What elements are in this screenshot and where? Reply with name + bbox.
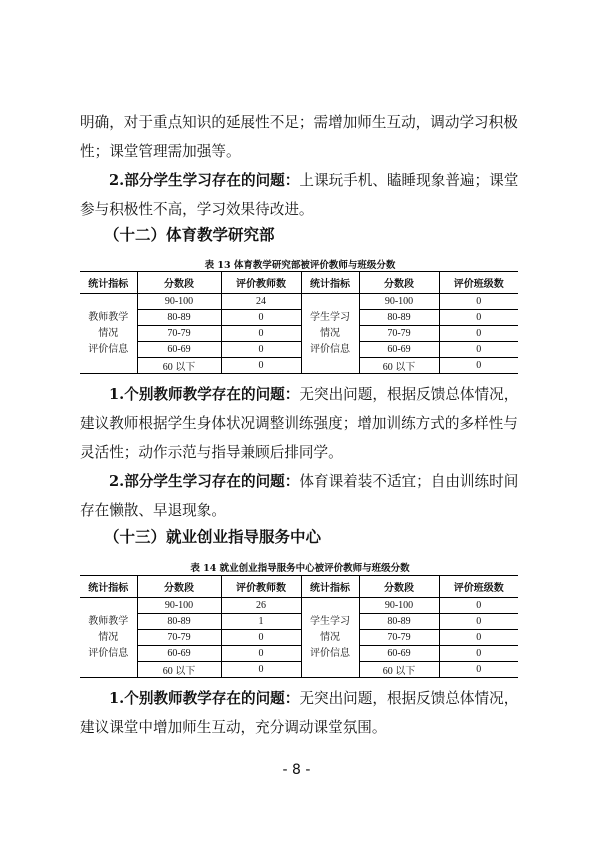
header-cell: 评价教师数 xyxy=(221,272,301,294)
class-count: 0 xyxy=(439,614,518,630)
paragraph-text: 体育课着装不适宜；自由训练时间存在懒散、早退现象。 xyxy=(80,473,519,519)
table-caption-14: 表 14 就业创业指导服务中心被评价教师与班级分数 xyxy=(190,563,410,574)
header-cell: 统计指标 xyxy=(301,576,359,598)
table-row xyxy=(80,598,518,614)
table-row xyxy=(80,294,518,310)
teacher-count: 0 xyxy=(221,358,301,374)
class-count: 0 xyxy=(439,326,518,342)
teacher-count: 0 xyxy=(221,630,301,646)
paragraph-heading: 2.部分学生学习存在的问题： xyxy=(109,473,300,490)
class-count: 0 xyxy=(439,294,518,310)
class-count: 0 xyxy=(439,342,518,358)
indicator-label: 学生学习 情况 评价信息 xyxy=(310,311,350,355)
teacher-count: 26 xyxy=(221,598,301,614)
paragraph-student-problems xyxy=(80,166,520,224)
teacher-count: 0 xyxy=(221,310,301,326)
header-cell: 分数段 xyxy=(359,576,439,598)
score-range: 70-79 xyxy=(137,630,221,646)
score-range: 80-89 xyxy=(137,310,221,326)
header-cell: 分数段 xyxy=(359,272,439,294)
table-header-row xyxy=(80,576,518,598)
paragraph-continued xyxy=(80,108,520,166)
score-range: 70-79 xyxy=(359,326,439,342)
class-count: 0 xyxy=(439,630,518,646)
score-table-14 xyxy=(80,575,518,678)
header-cell: 分数段 xyxy=(137,576,221,598)
score-range: 60-69 xyxy=(359,646,439,662)
student-indicator-cell xyxy=(301,294,359,374)
table-row xyxy=(80,614,518,630)
class-count: 0 xyxy=(439,310,518,326)
class-count: 0 xyxy=(439,662,518,678)
header-cell: 统计指标 xyxy=(80,576,137,598)
score-range: 70-79 xyxy=(137,326,221,342)
table-header-row xyxy=(80,272,518,294)
paragraph-text: 无突出问题，根据反馈总体情况，建议课堂中增加师生互动，充分调动课堂氛围。 xyxy=(80,690,519,736)
paragraph-heading: 1.个别教师教学存在的问题： xyxy=(109,386,300,403)
table-row xyxy=(80,358,518,374)
score-range: 60-69 xyxy=(359,342,439,358)
teacher-indicator-cell xyxy=(80,294,137,374)
score-range: 60-69 xyxy=(137,646,221,662)
score-range: 90-100 xyxy=(137,598,221,614)
student-indicator-cell xyxy=(301,598,359,678)
teacher-count: 24 xyxy=(221,294,301,310)
page-number: - 8 - xyxy=(282,762,311,778)
score-range: 90-100 xyxy=(137,294,221,310)
score-table-13 xyxy=(80,271,518,374)
score-range: 90-100 xyxy=(359,294,439,310)
table-row xyxy=(80,342,518,358)
teacher-count: 1 xyxy=(221,614,301,630)
table-row xyxy=(80,662,518,678)
paragraph-text: 上课玩手机、瞌睡现象普遍；课堂参与积极性不高，学习效果待改进。 xyxy=(80,172,519,218)
table-row xyxy=(80,630,518,646)
teacher-count: 0 xyxy=(221,326,301,342)
paragraph-text: 无突出问题，根据反馈总体情况，建议教师根据学生身体状况调整训练强度；增加训练方式的多样性与灵活性；动作示范与指导兼顾后排同学。 xyxy=(80,386,519,461)
paragraph-student-problems-12 xyxy=(80,467,520,525)
paragraph-heading: 1.个别教师教学存在的问题： xyxy=(109,690,300,707)
table-caption-13: 表 13 体育教学研究部被评价教师与班级分数 xyxy=(204,260,396,271)
score-range: 80-89 xyxy=(137,614,221,630)
class-count: 0 xyxy=(439,358,518,374)
table-row xyxy=(80,646,518,662)
header-cell: 分数段 xyxy=(137,272,221,294)
score-range: 60 以下 xyxy=(359,662,439,678)
score-range: 70-79 xyxy=(359,630,439,646)
section-title-13: （十三）就业创业指导服务中心 xyxy=(104,527,322,546)
header-cell: 评价教师数 xyxy=(221,576,301,598)
paragraph-text: 明确，对于重点知识的延展性不足；需增加师生互动，调动学习积极性；课堂管理需加强等。 xyxy=(80,114,518,160)
score-range: 90-100 xyxy=(359,598,439,614)
header-cell: 评价班级数 xyxy=(439,272,518,294)
teacher-count: 0 xyxy=(221,662,301,678)
score-range: 60 以下 xyxy=(137,662,221,678)
teacher-indicator-cell xyxy=(80,598,137,678)
score-range: 60 以下 xyxy=(359,358,439,374)
header-cell: 统计指标 xyxy=(80,272,137,294)
indicator-label: 教师教学 情况 评价信息 xyxy=(88,615,129,659)
class-count: 0 xyxy=(439,646,518,662)
score-range: 60 以下 xyxy=(137,358,221,374)
section-title-12: （十二）体育教学研究部 xyxy=(104,225,275,244)
header-cell: 评价班级数 xyxy=(439,576,518,598)
paragraph-teacher-problems-12 xyxy=(80,380,520,467)
table-row xyxy=(80,326,518,342)
table-row xyxy=(80,310,518,326)
class-count: 0 xyxy=(439,598,518,614)
teacher-count: 0 xyxy=(221,646,301,662)
teacher-count: 0 xyxy=(221,342,301,358)
score-range: 80-89 xyxy=(359,310,439,326)
paragraph-heading: 2.部分学生学习存在的问题： xyxy=(109,172,300,189)
header-cell: 统计指标 xyxy=(301,272,359,294)
paragraph-teacher-problems-13 xyxy=(80,684,520,742)
score-range: 80-89 xyxy=(359,614,439,630)
indicator-label: 教师教学 情况 评价信息 xyxy=(88,311,129,355)
score-range: 60-69 xyxy=(137,342,221,358)
indicator-label: 学生学习 情况 评价信息 xyxy=(310,615,350,659)
